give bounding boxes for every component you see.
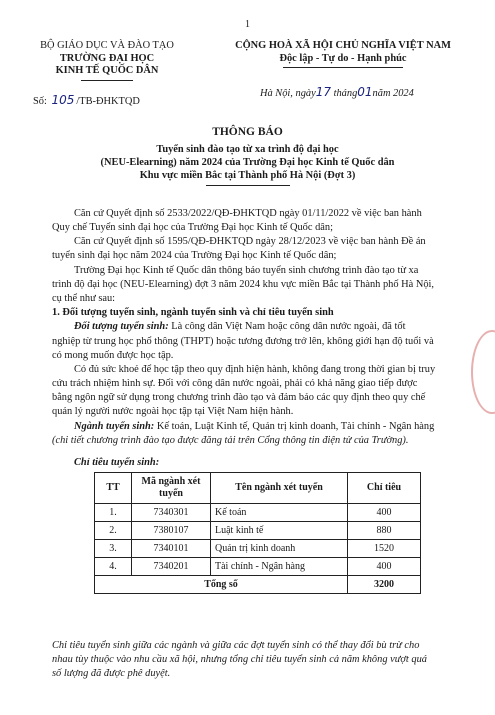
paragraph-1-line2: Quy chế Tuyển sinh đại học của Trường Đại học Kinh tế Quốc dân; xyxy=(52,222,333,233)
table-header-row xyxy=(95,473,421,504)
cell-quota: 880 xyxy=(348,522,421,540)
header-quota: Chỉ tiêu xyxy=(348,473,421,504)
paragraph-4-line3: có mong muốn được học tập. xyxy=(52,350,174,361)
page-number: 1 xyxy=(245,19,250,30)
school-name-line1: TRƯỜNG ĐẠI HỌC xyxy=(59,52,155,64)
cell-code: 7340201 xyxy=(132,558,211,576)
paragraph-4-line1 xyxy=(74,320,405,333)
majors-label: Ngành tuyển sinh: xyxy=(74,421,155,432)
cell-code: 7340101 xyxy=(132,540,211,558)
right-header xyxy=(212,40,474,68)
subtitle-line1: Tuyển sinh đào tạo từ xa trình độ đại học xyxy=(156,144,339,155)
table-row xyxy=(95,522,421,540)
subtitle-line3: Khu vực miền Bắc tại Thành phố Hà Nội (Đợt 3) xyxy=(139,170,356,181)
ministry-name: BỘ GIÁO DỤC VÀ ĐÀO TẠO xyxy=(40,40,174,51)
paragraph-1-line1: Căn cứ Quyết định số 2533/2022/QĐ-ĐHKTQD ngày 01/11/2022 về việc ban hành xyxy=(74,208,422,219)
number-handwritten: 105 xyxy=(51,93,75,107)
notice-subtitle xyxy=(0,143,495,182)
quota-table xyxy=(94,472,421,594)
cell-code: 7340301 xyxy=(132,504,211,522)
date-prefix: Hà Nội, ngày xyxy=(260,88,316,99)
paragraph-3-line3: cụ thể như sau: xyxy=(52,293,116,304)
table-row xyxy=(95,558,421,576)
note-line1: Chỉ tiêu tuyển sinh giữa các ngành và giữa các đợt tuyển sinh có thể thay đổi bù trừ cho xyxy=(52,640,420,651)
table-row xyxy=(95,504,421,522)
motto-underline xyxy=(283,67,403,68)
cell-quota: 400 xyxy=(348,558,421,576)
target-label: Đối tượng tuyển sinh: xyxy=(74,321,169,332)
cell-code: 7380107 xyxy=(132,522,211,540)
cell-index: 3. xyxy=(95,540,132,558)
note-line2: nhau tùy thuộc vào nhu cầu xã hội, nhưng tổng chỉ tiêu tuyển sinh cả năm không vượt quá xyxy=(52,654,428,665)
cell-index: 4. xyxy=(95,558,132,576)
paragraph-2-line1: Căn cứ Quyết định số 1595/QĐ-ĐHKTQD ngày 28/12/2023 về việc ban hành Đề án xyxy=(74,236,426,247)
day-handwritten: 17 xyxy=(315,85,331,99)
cell-quota: 1520 xyxy=(348,540,421,558)
cell-major: Tài chính - Ngân hàng xyxy=(211,558,348,576)
cell-major: Luật kinh tế xyxy=(211,522,348,540)
paragraph-6-line2: (chi tiết chương trình đào tạo được đăng tải trên Cổng thông tin điện tử của Trường). xyxy=(52,435,409,446)
cell-major: Quản trị kinh doanh xyxy=(211,540,348,558)
cell-major: Kế toán xyxy=(211,504,348,522)
school-name-line2: KINH TẾ QUỐC DÂN xyxy=(55,65,159,76)
header-tt: TT xyxy=(95,473,132,504)
red-stamp-edge xyxy=(471,330,495,414)
notice-title: THÔNG BÁO xyxy=(212,126,283,138)
month-handwritten: 01 xyxy=(357,85,373,99)
national-motto: Độc lập - Tự do - Hạnh phúc xyxy=(279,52,407,64)
issue-date xyxy=(260,85,414,99)
paragraph-4-line2: nghiệp từ trung học phổ thông (THPT) hoặc tương đương trở lên, không giới hạn độ tuổi và xyxy=(52,336,434,347)
number-suffix: /TB-ĐHKTQD xyxy=(76,96,140,107)
header-underline xyxy=(81,80,133,81)
target-text: Là công dân Việt Nam hoặc công dân nước ngoài, đã tốt xyxy=(168,321,406,332)
table-row xyxy=(95,540,421,558)
left-header xyxy=(22,40,192,81)
paragraph-5-line3: bằng ngôn ngữ sử dụng trong chương trình đào tạo và đảm bảo các quy định theo quy chế xyxy=(52,392,426,403)
paragraph-3-line2: trình độ đại học (NEU-Elearning) đợt 3 năm 2024 khu vực miền Bắc tại Thành phố Hà Nội, xyxy=(52,279,435,290)
header-major: Tên ngành xét tuyển xyxy=(211,473,348,504)
table-total-row xyxy=(95,576,421,594)
total-value: 3200 xyxy=(348,576,421,594)
quota-label: Chỉ tiêu tuyển sinh: xyxy=(74,457,160,468)
paragraph-5-line2: cứu trách nhiệm hình sự. Đối với công dân nước ngoài, phải có khả năng giao tiếp được xyxy=(52,378,418,389)
cell-index: 2. xyxy=(95,522,132,540)
month-label: tháng xyxy=(333,88,358,99)
number-label: Số: xyxy=(33,96,47,107)
paragraph-3-line1: Trường Đại học Kinh tế Quốc dân thông báo tuyển sinh chương trình đào tạo từ xa xyxy=(74,265,419,276)
cell-quota: 400 xyxy=(348,504,421,522)
note-line3: số lượng đã được phê duyệt. xyxy=(52,668,171,679)
majors-text: Kế toán, Luật Kinh tế, Quản trị kinh doanh, Tài chính - Ngân hàng xyxy=(154,421,435,432)
republic-name: CỘNG HOÀ XÃ HỘI CHỦ NGHĨA VIỆT NAM xyxy=(235,40,451,51)
paragraph-2-line2: tuyển sinh đại học năm 2024 của Trường Đại học Kinh tế Quốc dân; xyxy=(52,250,337,261)
header-code: Mã ngành xét tuyển xyxy=(132,473,211,504)
cell-index: 1. xyxy=(95,504,132,522)
title-underline xyxy=(206,185,290,186)
paragraph-5-line4: quản lý người nước ngoài học tập tại Việt Nam hiện hành. xyxy=(52,406,294,417)
paragraph-6-line1 xyxy=(74,420,434,433)
paragraph-5-line1: Có đủ sức khoẻ để học tập theo quy định hiện hành, không đang trong thời gian bị truy xyxy=(74,364,436,375)
subtitle-line2: (NEU-Elearning) năm 2024 của Trường Đại học Kinh tế Quốc dân xyxy=(100,157,395,168)
year-suffix: năm 2024 xyxy=(372,88,414,99)
total-label: Tổng số xyxy=(95,576,348,594)
document-number xyxy=(33,93,140,107)
section-1-heading: 1. Đối tượng tuyển sinh, ngành tuyển sinh và chỉ tiêu tuyển sinh xyxy=(52,307,334,318)
